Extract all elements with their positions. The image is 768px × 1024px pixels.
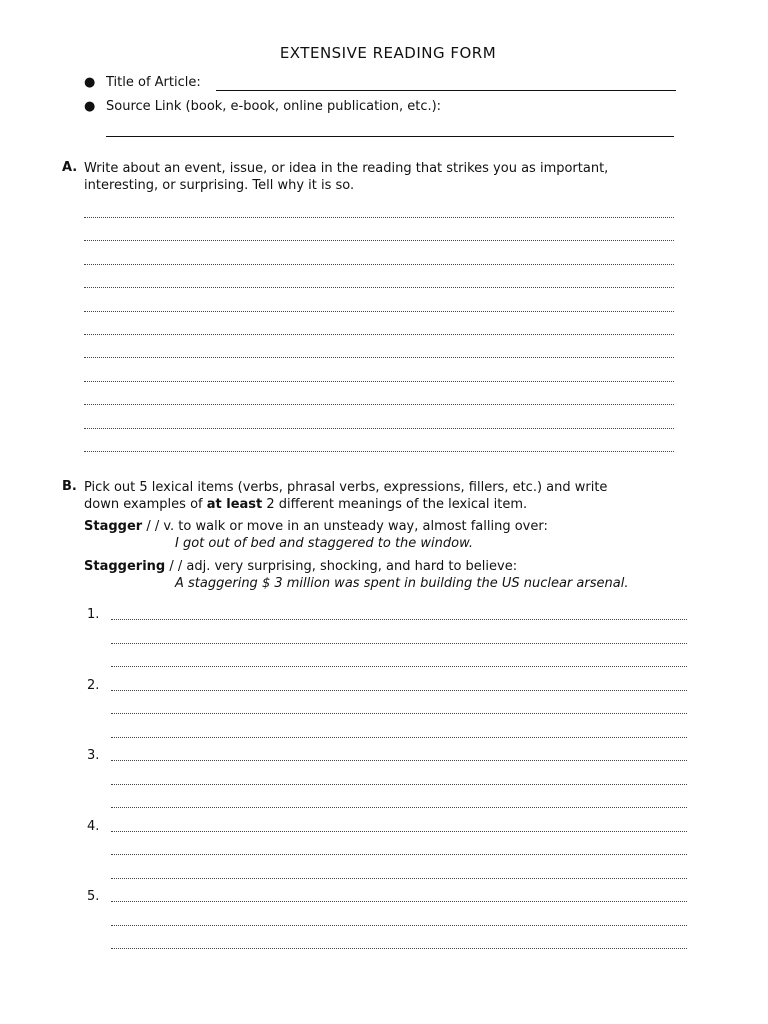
title-of-article-field[interactable] xyxy=(216,90,676,91)
section-b-prompt-line: Pick out 5 lexical items (verbs, phrasal verbs, expressions, fillers, etc.) and write xyxy=(84,480,608,495)
example-1-definition-text: / / v. to walk or move in an unsteady way, almost falling over: xyxy=(142,519,548,534)
answer-line[interactable] xyxy=(84,287,674,288)
example-2-definition xyxy=(84,559,517,574)
answer-line[interactable] xyxy=(84,264,674,265)
item-answer-line[interactable] xyxy=(111,666,687,667)
item-answer-line[interactable] xyxy=(111,831,687,832)
item-answer-line[interactable] xyxy=(111,690,687,691)
item-answer-line[interactable] xyxy=(111,784,687,785)
example-2-word: Staggering xyxy=(84,559,166,574)
example-1-sentence: I got out of bed and staggered to the window. xyxy=(175,536,474,551)
title-of-article-label: Title of Article: xyxy=(106,75,201,90)
section-b-prompt-line xyxy=(84,496,684,513)
item-number: 4. xyxy=(87,818,100,834)
section-a-prompt xyxy=(84,160,684,194)
section-b-prompt xyxy=(84,479,684,513)
item-answer-line[interactable] xyxy=(111,854,687,855)
item-number: 2. xyxy=(87,677,100,693)
example-2-sentence: A staggering $ 3 million was spent in building the US nuclear arsenal. xyxy=(175,576,629,591)
item-answer-line[interactable] xyxy=(111,901,687,902)
bullet-icon: ● xyxy=(84,75,96,90)
form-title: EXTENSIVE READING FORM xyxy=(279,44,497,62)
answer-line[interactable] xyxy=(84,240,674,241)
item-answer-line[interactable] xyxy=(111,878,687,879)
item-answer-line[interactable] xyxy=(111,643,687,644)
answer-line[interactable] xyxy=(84,404,674,405)
item-answer-line[interactable] xyxy=(111,713,687,714)
item-answer-line[interactable] xyxy=(111,925,687,926)
source-link-label: Source Link (book, e-book, online publication, etc.): xyxy=(106,99,442,114)
item-number: 3. xyxy=(87,748,100,763)
source-link-row xyxy=(84,99,441,114)
prompt-text: down examples of xyxy=(84,497,207,512)
item-answer-line[interactable] xyxy=(111,948,687,949)
section-a-prompt-line: interesting, or surprising. Tell why it is so. xyxy=(84,178,355,193)
section-b-letter: B. xyxy=(62,479,77,494)
bullet-icon: ● xyxy=(84,99,96,114)
example-2-definition-text: / / adj. very surprising, shocking, and hard to believe: xyxy=(165,559,518,574)
section-a-prompt-line: Write about an event, issue, or idea in the reading that strikes you as important, xyxy=(84,161,609,176)
item-number: 1. xyxy=(87,607,100,622)
source-link-field[interactable] xyxy=(106,136,674,137)
item-answer-line[interactable] xyxy=(111,807,687,808)
section-a-letter: A. xyxy=(62,160,78,175)
answer-line[interactable] xyxy=(84,334,674,335)
prompt-text: 2 different meanings of the lexical item. xyxy=(262,497,528,512)
answer-line[interactable] xyxy=(84,428,674,429)
item-answer-line[interactable] xyxy=(111,619,687,620)
title-of-article-row xyxy=(84,75,201,90)
answer-line[interactable] xyxy=(84,381,674,382)
answer-line[interactable] xyxy=(84,451,674,452)
item-answer-line[interactable] xyxy=(111,737,687,738)
example-1-word: Stagger xyxy=(84,519,143,534)
item-answer-line[interactable] xyxy=(111,760,687,761)
example-1-definition xyxy=(84,519,548,534)
answer-line[interactable] xyxy=(84,311,674,312)
item-number: 5. xyxy=(87,889,100,904)
answer-line[interactable] xyxy=(84,357,674,358)
prompt-emphasis: at least xyxy=(206,497,263,512)
answer-line[interactable] xyxy=(84,217,674,218)
